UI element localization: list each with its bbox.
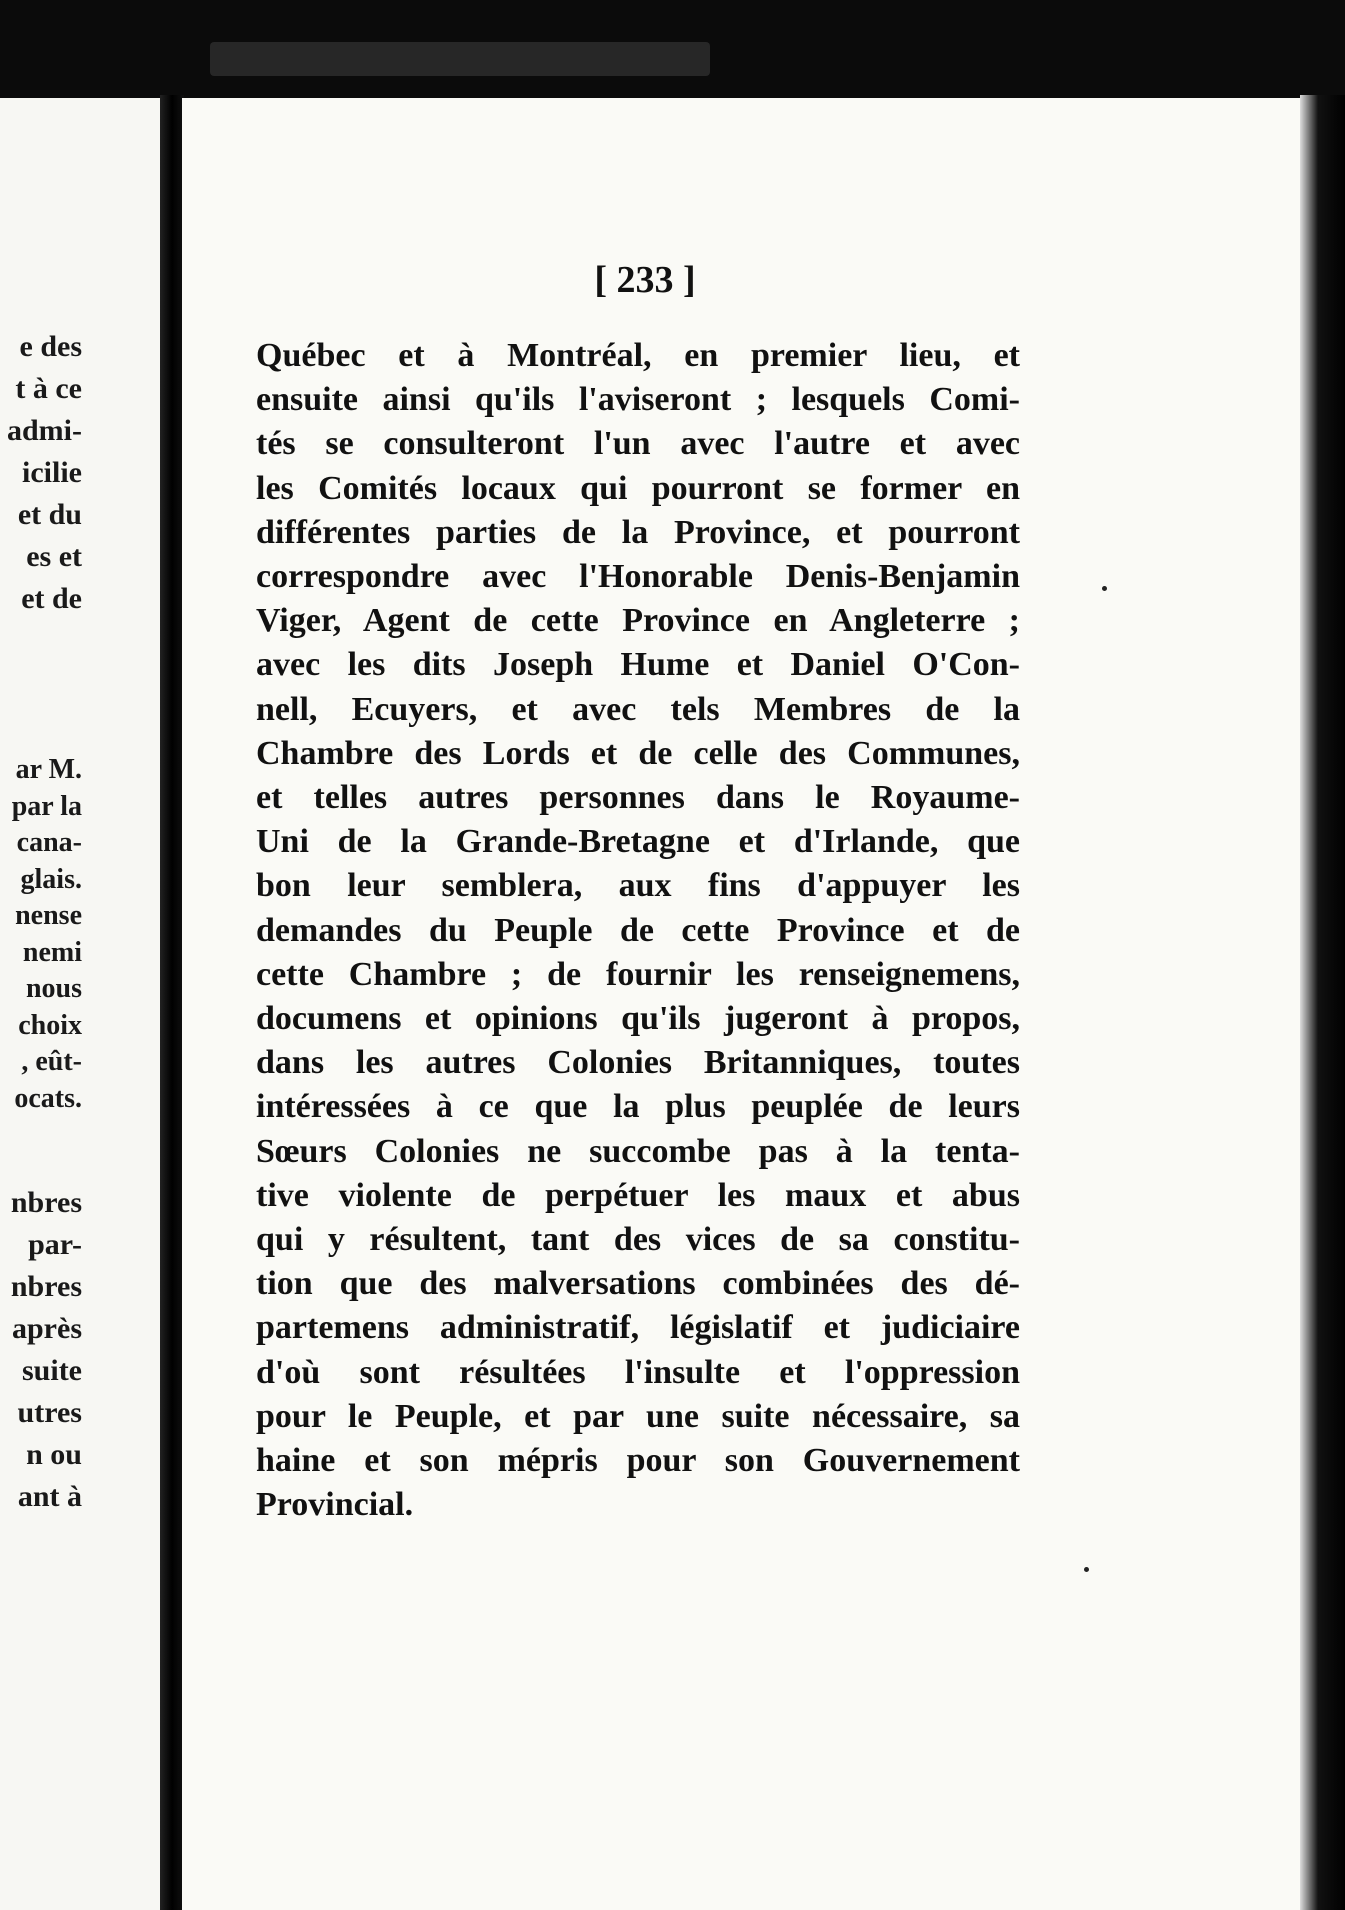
- page-right-edge: [1300, 95, 1345, 1910]
- fragment-line: , eût-: [21, 1046, 82, 1077]
- fragment-line: choix: [18, 1009, 82, 1041]
- text-line: tés se consulteront l'un avec l'autre et avec: [256, 425, 1020, 463]
- scan-smear: [210, 42, 710, 76]
- text-line: qui y résultent, tant des vices de sa constitu-: [256, 1221, 1020, 1259]
- fragment-line: utres: [17, 1396, 82, 1429]
- fragment-line: glais.: [20, 863, 82, 895]
- scan-speck: [1102, 586, 1107, 591]
- text-line: Sœurs Colonies ne succombe pas à la tenta-: [256, 1132, 1020, 1170]
- fragment-line: ant à: [17, 1480, 82, 1513]
- text-line: Québec et à Montréal, en premier lieu, et: [256, 337, 1020, 374]
- text-line: pour le Peuple, et par une suite nécessaire, sa: [256, 1397, 1020, 1435]
- text-line: ensuite ainsi qu'ils l'aviseront ; lesquels Comi-: [256, 381, 1020, 419]
- fragment-line: nbres: [10, 1270, 82, 1303]
- text-line: dans les autres Colonies Britanniques, toutes: [256, 1044, 1020, 1082]
- fragment-line: icilie: [22, 456, 82, 489]
- text-line: intéressées à ce que la plus peuplée de leurs: [256, 1088, 1020, 1126]
- fragment-line: cana-: [16, 827, 82, 858]
- text-line: documens et opinions qu'ils jugeront à propos,: [256, 1000, 1020, 1038]
- text-line: nell, Ecuyers, et avec tels Membres de la: [256, 690, 1020, 728]
- text-line: tive violente de perpétuer les maux et abus: [256, 1176, 1020, 1214]
- text-line: partemens administratif, législatif et judiciaire: [256, 1309, 1020, 1347]
- text-line: correspondre avec l'Honorable Denis-Benjamin: [256, 558, 1020, 596]
- previous-page-fragments-2: [0, 752, 168, 1117]
- fragment-line: admi-: [7, 414, 82, 447]
- text-line: Viger, Agent de cette Province en Angleterre ;: [256, 602, 1020, 640]
- fragment-line: nemi: [22, 936, 82, 968]
- text-line: différentes parties de la Province, et pourront: [256, 513, 1020, 551]
- text-line: avec les dits Joseph Hume et Daniel O'Con-: [256, 646, 1020, 684]
- fragment-line: par-: [28, 1228, 82, 1261]
- fragment-line: t à ce: [15, 372, 82, 405]
- previous-page-fragments-3: [0, 1182, 168, 1518]
- text-line: Chambre des Lords et de celle des Communes,: [256, 734, 1020, 772]
- fragment-line: ar M.: [15, 754, 82, 785]
- fragment-line: suite: [22, 1354, 82, 1387]
- scan-speck: [1084, 1567, 1089, 1572]
- fragment-line: nense: [15, 900, 82, 931]
- fragment-line: nbres: [10, 1186, 82, 1219]
- fragment-line: nous: [25, 973, 82, 1004]
- text-line: d'où sont résultées l'insulte et l'oppression: [256, 1353, 1020, 1391]
- book-gutter: [160, 95, 184, 1910]
- text-line: tion que des malversations combinées des dé-: [256, 1265, 1020, 1303]
- fragment-line: e des: [19, 330, 82, 363]
- page-body-text: [256, 334, 1020, 1527]
- fragment-line: après: [12, 1312, 82, 1345]
- text-line: demandes du Peuple de cette Province et de: [256, 911, 1020, 949]
- text-line: haine et son mépris pour son Gouvernement: [256, 1442, 1020, 1480]
- fragment-line: et de: [21, 582, 82, 615]
- fragment-line: par la: [11, 790, 82, 822]
- fragment-line: ocats.: [14, 1082, 82, 1114]
- text-line: Provincial.: [256, 1486, 414, 1524]
- text-line: cette Chambre ; de fournir les renseignemens,: [256, 955, 1020, 993]
- text-line: bon leur semblera, aux fins d'appuyer les: [256, 867, 1020, 905]
- fragment-line: es et: [26, 540, 82, 573]
- previous-page-fragments-1: [0, 326, 168, 620]
- text-line: les Comités locaux qui pourront se former en: [256, 469, 1020, 507]
- fragment-line: n ou: [26, 1438, 82, 1471]
- text-line: Uni de la Grande-Bretagne et d'Irlande, que: [256, 823, 1020, 861]
- page-number: [ 233 ]: [594, 259, 696, 301]
- text-line: et telles autres personnes dans le Royaume-: [256, 779, 1020, 817]
- fragment-line: et du: [17, 498, 82, 531]
